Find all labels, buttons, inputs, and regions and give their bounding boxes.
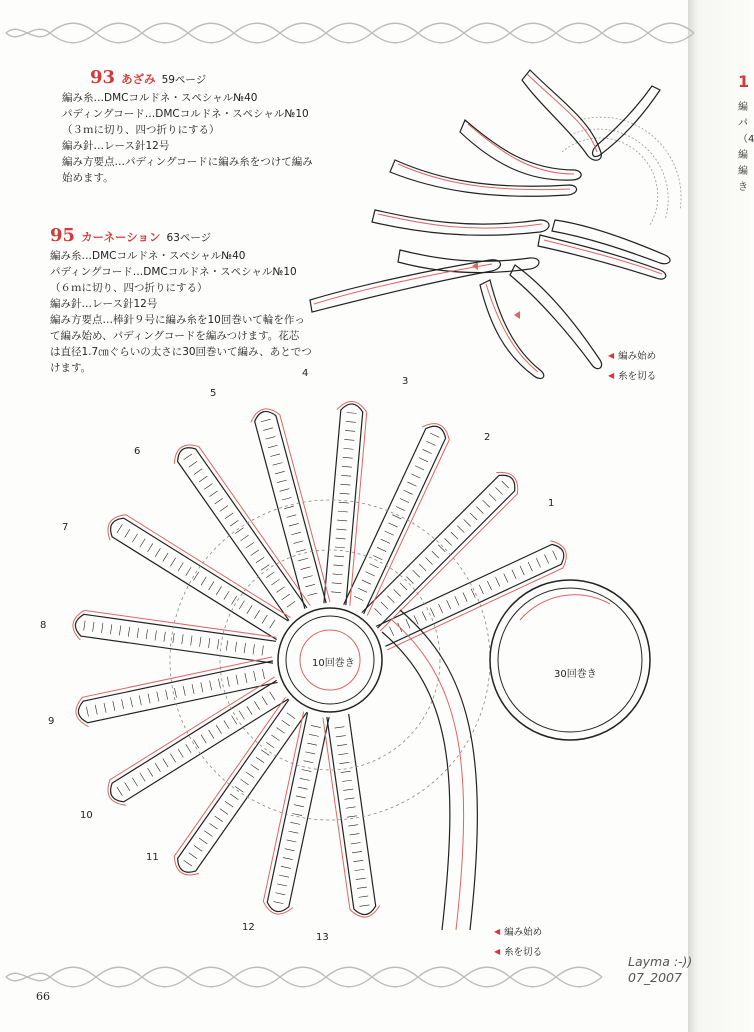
stitch-marks [184, 713, 295, 866]
petal-number: 12 [242, 922, 255, 933]
instruction-line: パディングコード…DMCコルドネ・スペシャル№10 [62, 108, 309, 120]
petal-number: 4 [302, 368, 309, 379]
stitch-marks [184, 454, 295, 607]
cut-marker-icon: ◀ [494, 946, 501, 956]
signature [628, 954, 692, 986]
petal-outline [255, 411, 326, 608]
pattern-name: カーネーション [81, 230, 161, 244]
pattern-number: 93 [90, 67, 116, 88]
stitch-marks [331, 413, 357, 593]
page-number: 66 [36, 990, 50, 1003]
petal-number: 13 [316, 932, 329, 943]
signature-name: Layma :-)) [628, 954, 693, 969]
cut-marker-icon: ◀ [608, 370, 615, 380]
petal-number: 8 [40, 620, 47, 631]
instruction-line: 始めます。 [62, 172, 114, 184]
petal-red-outline [380, 472, 517, 631]
petal-number: 6 [134, 446, 141, 457]
legend-start-label: 編み始め [618, 351, 657, 362]
legend-cut-label: 糸を切る [504, 947, 543, 958]
petal-red-outline [73, 610, 277, 640]
petal-number: 7 [62, 522, 69, 533]
next-page-fragment: パ [738, 118, 748, 129]
stitch-marks [274, 725, 321, 903]
instruction-line: パディングコード…DMCコルドネ・スペシャル№10 [50, 266, 297, 278]
thistle-diagram [300, 60, 700, 390]
petal-outline [362, 475, 515, 628]
center-label: 10回巻き [312, 658, 355, 669]
stitch-marks [354, 433, 439, 600]
bottom-ornament-border [0, 962, 700, 992]
instruction-line: 編み針…レース針12号 [62, 140, 170, 152]
petal-number: 11 [146, 852, 159, 863]
stitch-marks [117, 692, 275, 796]
page-reference: 63ページ [166, 232, 212, 244]
petal-number: 10 [80, 810, 93, 821]
instruction-line: 編み方要点…棒針９号に編み糸を10回巻いて輪を作っ [50, 314, 305, 326]
petal-outline [75, 614, 276, 663]
stitch-marks [86, 669, 264, 716]
petal-red-outline [174, 697, 285, 875]
instruction-line: けます。 [50, 362, 92, 374]
next-page-fragment: （4 [738, 134, 754, 145]
pattern-number: 95 [50, 225, 76, 246]
petal-outline [267, 712, 329, 911]
carnation-diagram [50, 370, 700, 960]
petal-number: 5 [210, 388, 217, 399]
petal-number: 9 [48, 716, 55, 727]
instruction-line: 編み針…レース針12号 [50, 298, 158, 310]
next-page-fragment: 編 [738, 166, 748, 177]
petal-red-outline [108, 677, 275, 805]
petal-number: 2 [484, 432, 491, 443]
instruction-line: （３ｍに切り、四つ折りにする） [62, 124, 220, 136]
stitch-marks [117, 524, 275, 628]
start-marker-icon: ◀ [608, 350, 615, 360]
next-page-fragment: 編 [738, 102, 748, 113]
pattern-93-instructions [62, 67, 313, 186]
petal-red-outline [108, 515, 290, 618]
top-ornament-border [0, 18, 700, 48]
petal-outline [327, 714, 376, 915]
legend-bottom [494, 924, 542, 958]
instruction-line: （６ｍに切り、四つ折りにする） [50, 282, 208, 294]
instruction-line: 編み方要点…パディングコードに編み糸をつけて編み [62, 156, 313, 168]
signature-date: 07_2007 [628, 970, 682, 985]
legend-cut-label: 糸を切る [618, 371, 657, 382]
pattern-95-instructions [50, 225, 312, 376]
petal-number: 1 [548, 498, 555, 509]
next-page-fragment: 1 [738, 72, 750, 91]
pattern-name: あざみ [121, 72, 156, 86]
instruction-line: は直径1.7㎝ぐらいの太さに30回巻いて編み、あとでつ [50, 346, 312, 358]
instruction-line: 編み糸…DMCコルドネ・スペシャル№40 [50, 250, 246, 262]
instruction-line: 編み糸…DMCコルドネ・スペシャル№40 [62, 92, 258, 104]
next-page-fragment: き [738, 182, 748, 193]
instruction-line: て編み始め、パディングコードを編みつけます。花芯 [50, 330, 300, 342]
stitch-marks [261, 419, 317, 595]
petal-outline [178, 448, 307, 621]
next-page-fragment: 編 [738, 150, 748, 161]
start-marker-icon: ◀ [494, 926, 501, 936]
petal-red-outline [263, 712, 303, 914]
petal-number: 3 [402, 376, 409, 387]
ring-label: 30回巻き [554, 669, 597, 680]
legend-start-label: 編み始め [504, 927, 543, 938]
page-reference: 59ページ [161, 74, 207, 86]
